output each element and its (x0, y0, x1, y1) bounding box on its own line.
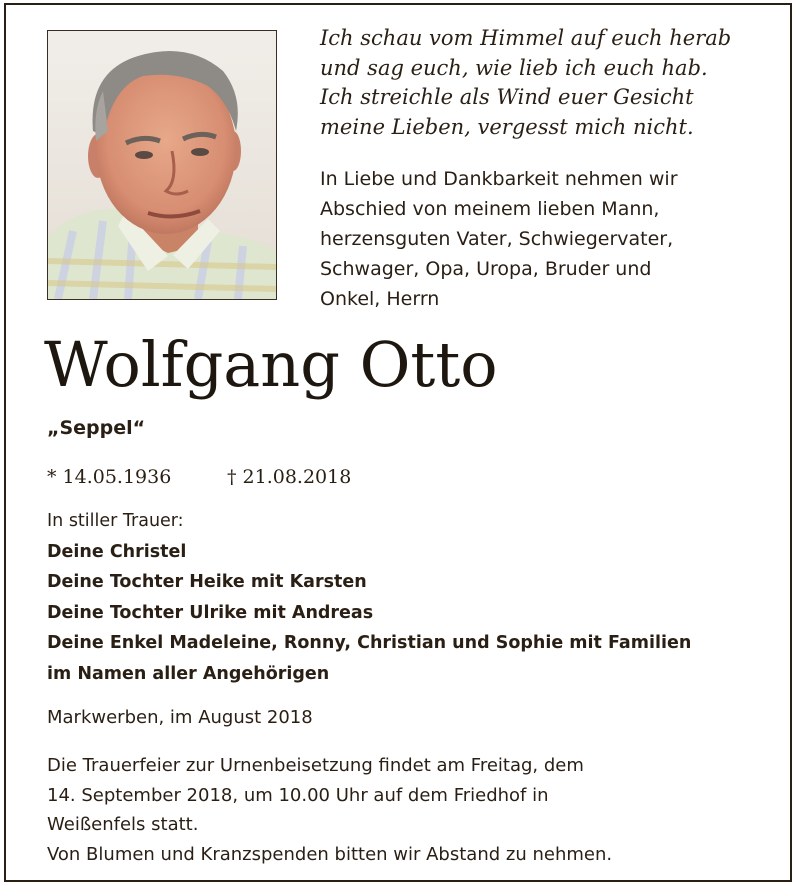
portrait-photo (47, 30, 277, 300)
poem-line: meine Lieben, vergesst mich nicht. (320, 114, 694, 139)
farewell-line: herzensguten Vater, Schwiegervater, (320, 228, 674, 250)
farewell-line: In Liebe und Dankbarkeit nehmen wir (320, 168, 678, 190)
poem-line: Ich streichle als Wind euer Gesicht (320, 85, 694, 109)
deceased-name: Wolfgang Otto (44, 328, 498, 401)
birth-date: * 14.05.1936 (47, 466, 172, 488)
farewell-line: Abschied von meinem lieben Mann, (320, 198, 660, 220)
poem-line: und sag euch, wie lieb ich euch hab. (320, 55, 708, 80)
death-date: † 21.08.2018 (227, 466, 352, 488)
mourner-line: Deine Christel (47, 541, 187, 562)
mourner-line: im Namen aller Angehörigen (47, 663, 330, 684)
place-date: Markwerben, im August 2018 (47, 707, 313, 728)
funeral-info (47, 751, 612, 869)
farewell-line: Onkel, Herrn (320, 288, 440, 310)
mourner-line: Deine Tochter Heike mit Karsten (47, 572, 367, 592)
poem-line: Ich schau vom Himmel auf euch herab (320, 26, 732, 50)
farewell-line: Schwager, Opa, Uropa, Bruder und (320, 258, 652, 280)
mourner-line: Deine Tochter Ulrike mit Andreas (47, 602, 374, 623)
mourners-block (47, 506, 691, 689)
funeral-line: Weißenfels statt. (47, 814, 199, 835)
poem (320, 24, 780, 142)
farewell-text (320, 164, 780, 314)
nickname: „Seppel“ (47, 417, 146, 439)
funeral-line: Die Trauerfeier zur Urnenbeisetzung findet am Freitag, dem (47, 755, 584, 776)
portrait-image (48, 31, 276, 299)
mourner-line: Deine Enkel Madeleine, Ronny, Christian und Sophie mit Familien (47, 633, 692, 653)
mourners-heading: In stiller Trauer: (47, 511, 184, 531)
life-dates (47, 463, 352, 491)
funeral-line: Von Blumen und Kranzspenden bitten wir Abstand zu nehmen. (47, 843, 613, 865)
funeral-line: 14. September 2018, um 10.00 Uhr auf dem Friedhof in (47, 784, 549, 806)
